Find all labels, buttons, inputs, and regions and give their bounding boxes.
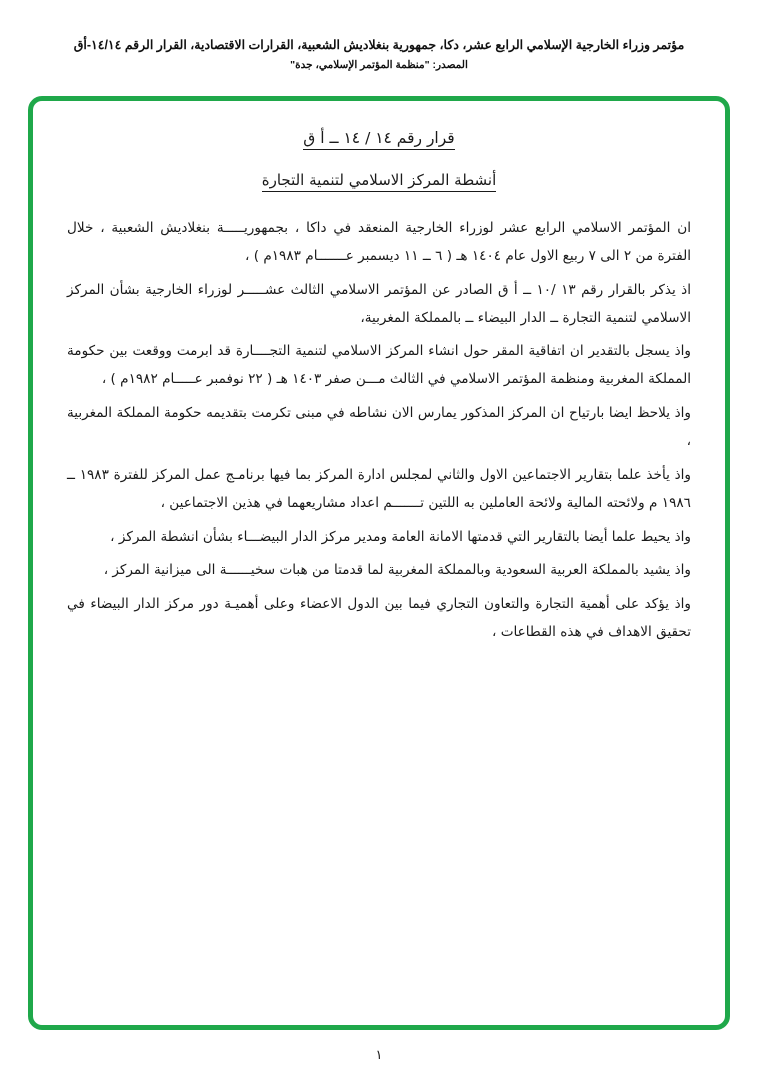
page-frame: [28, 96, 730, 1030]
paragraph-5: واذ يأخذ علما بتقارير الاجتماعين الاول والثاني لمجلس ادارة المركز بما فيها برنامـج عمل المركز للفترة ١٩٨٣ ــ ١٩٨٦ م ولائحته المالية ولائحة العاملين به اللتين تـــــــم اعداد مشاريعهما في هذين الاجتماعين ،: [67, 466, 691, 511]
header-title: مؤتمر وزراء الخارجية الإسلامي الرابع عشر، دكا، جمهورية بنغلاديش الشعبية، القرارات الاقتصادية، القرار الرقم ١٤/١٤-أق: [73, 38, 685, 52]
resolution-number: [67, 129, 691, 147]
paragraph-4: واذ يلاحظ ايضا بارتياح ان المركز المذكور يمارس الان نشاطه في مبنى تكرمت بتقديمه حكومة المملكة المغربية ،: [67, 405, 691, 450]
page-number: ١: [375, 1048, 383, 1063]
header-source: المصدر: "منظمة المؤتمر الإسلامي، جدة": [290, 58, 468, 71]
paragraph-6: واذ يحيط علما أيضا بالتقارير التي قدمتها الامانة العامة ومدير مركز الدار البيضـــاء بشأن انشطة المركز ،: [110, 528, 691, 545]
paragraph-7: واذ يشيد بالمملكة العربية السعودية وبالمملكة المغربية لما قدمتا من هبات سخيــــــة الى ميزانية المركز ،: [103, 562, 691, 579]
document-header: [0, 36, 758, 71]
paragraph-2: اذ يذكر بالقرار رقم ١٣ /١٠ ــ أ ق الصادر عن المؤتمر الاسلامي الثالث عشـــــر لوزراء الخارجية بشأن المركز الاسلامي لتنمية التجارة ــ الدار البيضاء ــ بالمملكة المغربية،: [67, 281, 691, 326]
resolution-title: [67, 171, 691, 189]
paragraph-3: واذ يسجل بالتقدير ان اتفاقية المقر حول انشاء المركز الاسلامي لتنمية التجــــارة قد ابرمت ووقعت بين حكومة المملكة المغربية ومنظمة المؤتمر الاسلامي في الثالث مـــن صفر ١٤٠٣ هـ ( ٢٢ نوفمبر عـــــام ١٩٨٢م ) ،: [67, 343, 691, 388]
resolution-number-text: قرار رقم ١٤ / ١٤ ــ أ ق: [303, 129, 454, 150]
page-content: [33, 101, 725, 1025]
resolution-title-text: أنشطة المركز الاسلامي لتنمية التجارة: [262, 171, 497, 192]
paragraph-1: ان المؤتمر الاسلامي الرابع عشر لوزراء الخارجية المنعقد في داكا ، بجمهوريـــــة بنغلاديش الشعبية ، خلال الفترة من ٢ الى ٧ ربيع الاول عام ١٤٠٤ هـ ( ٦ ــ ١١ ديسمبر عـــــــام ١٩٨٣م ) ،: [67, 220, 691, 264]
paragraph-8: واذ يؤكد على أهمية التجارة والتعاون التجاري فيما بين الدول الاعضاء وعلى أهميـة دور مركز الدار البيضاء في تحقيق الاهداف في هذه القطاعات ،: [67, 596, 691, 641]
